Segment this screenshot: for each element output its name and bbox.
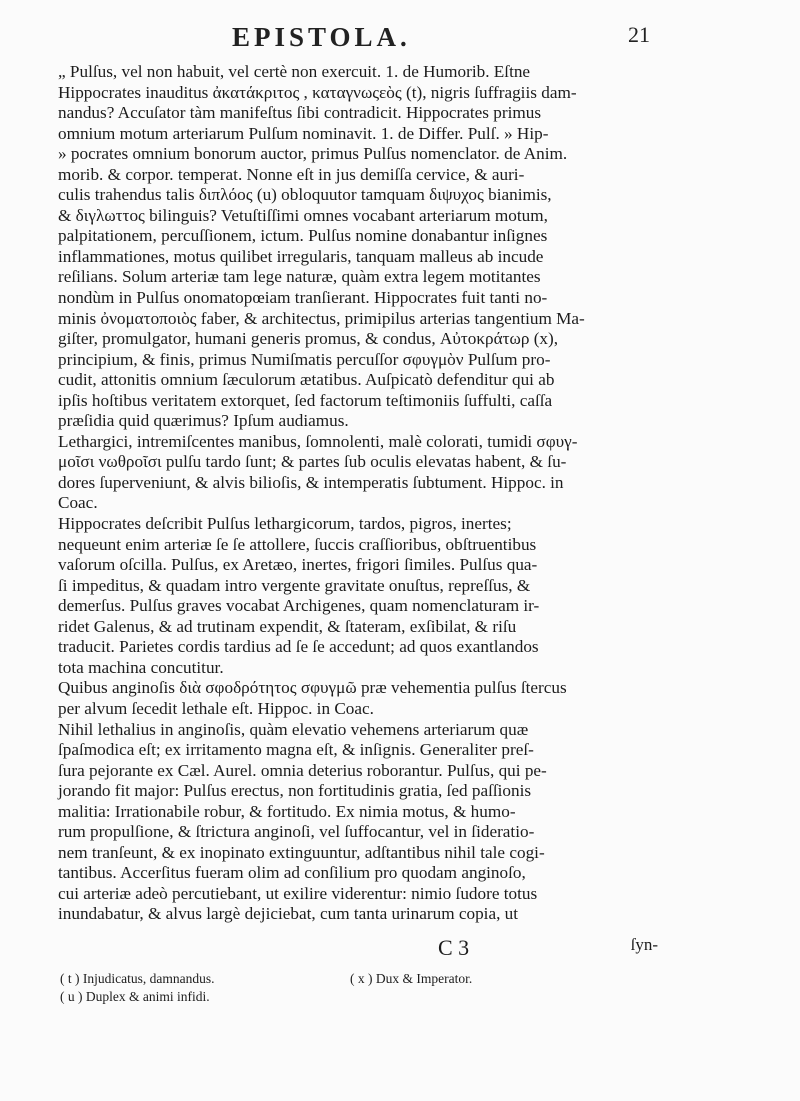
- signature-mark: C 3: [438, 935, 470, 960]
- text-line: ſpaſmodica eſt; ex irritamento magna eſt, & inſignis. Generaliter preſ-: [58, 740, 534, 760]
- text-line: palpitationem, percuſſionem, ictum. Pulſus nomine donabantur inſignes: [58, 226, 548, 246]
- text-line: vaſorum oſcilla. Pulſus, ex Aretæo, inertes, frigori ſimiles. Pulſus qua-: [58, 555, 538, 575]
- footnote-t: ( t ) Injudicatus, damnandus.: [60, 971, 215, 986]
- text-line: nandus? Accuſator tàm manifeſtus ſibi contradicit. Hippocrates primus: [58, 103, 542, 123]
- signature-line: [58, 935, 658, 960]
- text-line: omnium motum arteriarum Pulſum nominavit. 1. de Differ. Pulſ. » Hip-: [58, 123, 549, 143]
- page-header: [0, 18, 800, 54]
- footnote-u: ( u ) Duplex & animi infidi.: [60, 989, 210, 1004]
- text-line: demerſus. Pulſus graves vocabat Archigenes, quam nomenclaturam ir-: [58, 596, 540, 616]
- text-line: culis trahendus talis διπλόος (u) obloquutor tamquam διψυχος bianimis,: [58, 185, 552, 205]
- text-line: ipſis hoſtibus veritatem extorquet, ſed factorum teſtimoniis ſuffulti, caſſa: [58, 390, 553, 410]
- text-line: ridet Galenus, & ad trutinam expendit, & ſtateram, exſibilat, & riſu: [58, 616, 517, 636]
- text-line: per alvum ſecedit lethale eſt. Hippoc. in Coac.: [58, 698, 374, 718]
- running-title: EPISTOLA.: [232, 22, 411, 52]
- text-line: „ Pulſus, vel non habuit, vel certè non exercuit. 1. de Humorib. Eſtne: [58, 62, 531, 81]
- text-line: nondùm in Pulſus onomatopœiam tranſierant. Hippocrates fuit tanti no-: [58, 288, 548, 308]
- text-line: morib. & corpor. temperat. Nonne eſt in jus demiſſa cervice, & auri-: [58, 164, 525, 184]
- text-line: tota machina concutitur.: [58, 657, 224, 677]
- text-line: rum propulſione, & ſtrictura anginoſi, vel ſuffocantur, vel in ſideratio-: [58, 822, 535, 842]
- text-line: reſilians. Solum arteriæ tam lege naturæ, quàm extra legem motitantes: [58, 267, 541, 287]
- text-line: minis ὀνοματοποιὸς faber, & architectus, primipilus arterias tangentium Ma-: [58, 308, 585, 328]
- page-number: 21: [628, 22, 650, 47]
- text-line: traducit. Parietes cordis tardius ad ſe ſe accedunt; ad quos exantlandos: [58, 637, 539, 657]
- text-line: jorando fit major: Pulſus erectus, non fortitudinis gratia, ſed paſſionis: [58, 781, 532, 801]
- body-text: [58, 62, 658, 925]
- text-line: præſidia quid quærimus? Ipſum audiamus.: [58, 411, 349, 431]
- text-line: Coac.: [58, 493, 98, 513]
- catchword: ſyn-: [630, 935, 658, 954]
- text-line: μοῖσι νωθροῖσι pulſu tardo ſunt; & partes ſub oculis elevatas habent, & ſu-: [58, 452, 567, 472]
- text-line: cudit, attonitis omnium ſæculorum ætatibus. Auſpicatò defenditur qui ab: [58, 370, 555, 390]
- footnote-x: ( x ) Dux & Imperator.: [350, 971, 473, 986]
- text-line: inflammationes, motus quilibet irregularis, tanquam malleus ab incude: [58, 246, 544, 266]
- text-line: Hippocrates deſcribit Pulſus lethargicorum, tardos, pigros, inertes;: [58, 514, 512, 534]
- text-line: cui arteriæ adeò percutiebant, ut exilire viderentur: nimio ſudore totus: [58, 883, 538, 903]
- text-line: ſi impeditus, & quadam intro vergente gravitate onuſtus, repreſſus, &: [58, 575, 531, 595]
- text-line: principium, & finis, primus Numiſmatis percuſſor σφυγμὸν Pulſum pro-: [58, 349, 551, 369]
- text-line: » pocrates omnium bonorum auctor, primus Pulſus nomenclator. de Anim.: [58, 144, 568, 164]
- text-line: dores ſuperveniunt, & alvis bilioſis, & intemperatis ſubtument. Hippoc. in: [58, 472, 564, 492]
- text-line: nequeunt enim arteriæ ſe ſe attollere, ſuccis craſſioribus, obſtruentibus: [58, 534, 537, 554]
- text-line: inundabatur, & alvus largè dejiciebat, cum tanta urinarum copia, ut: [58, 904, 519, 924]
- text-line: malitia: Irrationabile robur, & fortitudo. Ex nimia motus, & humo-: [58, 801, 516, 821]
- footnote-row: [60, 988, 660, 1006]
- text-line: giſter, promulgator, humani generis promus, & condus, Αὐτοκράτωρ (x),: [58, 329, 559, 349]
- text-line: Lethargici, intremiſcentes manibus, ſomnolenti, malè colorati, tumidi σφυγ-: [58, 431, 578, 451]
- text-line: Hippocrates inauditus ἀκατάκριτος , καταγνωςεὸς (t), nigris ſuffragiis dam-: [58, 82, 577, 102]
- footnotes: [60, 970, 660, 1006]
- text-line: ſura pejorante ex Cæl. Aurel. omnia deterius roborantur. Pulſus, qui pe-: [58, 760, 547, 780]
- text-line: & διγλωττος bilinguis? Vetuſtiſſimi omnes vocabant arteriarum motum,: [58, 205, 548, 225]
- footnote-row: [60, 970, 660, 988]
- text-line: Quibus anginoſis διὰ σφοδρότητος σφυγμῶ præ vehementia pulſus ſtercus: [58, 678, 567, 698]
- text-line: Nihil lethalius in anginoſis, quàm elevatio vehemens arteriarum quæ: [58, 719, 529, 739]
- text-line: tantibus. Accerſitus fueram olim ad conſilium pro quodam anginoſo,: [58, 863, 526, 883]
- text-line: nem tranſeunt, & ex inopinato extinguuntur, adſtantibus nihil tale cogi-: [58, 842, 545, 862]
